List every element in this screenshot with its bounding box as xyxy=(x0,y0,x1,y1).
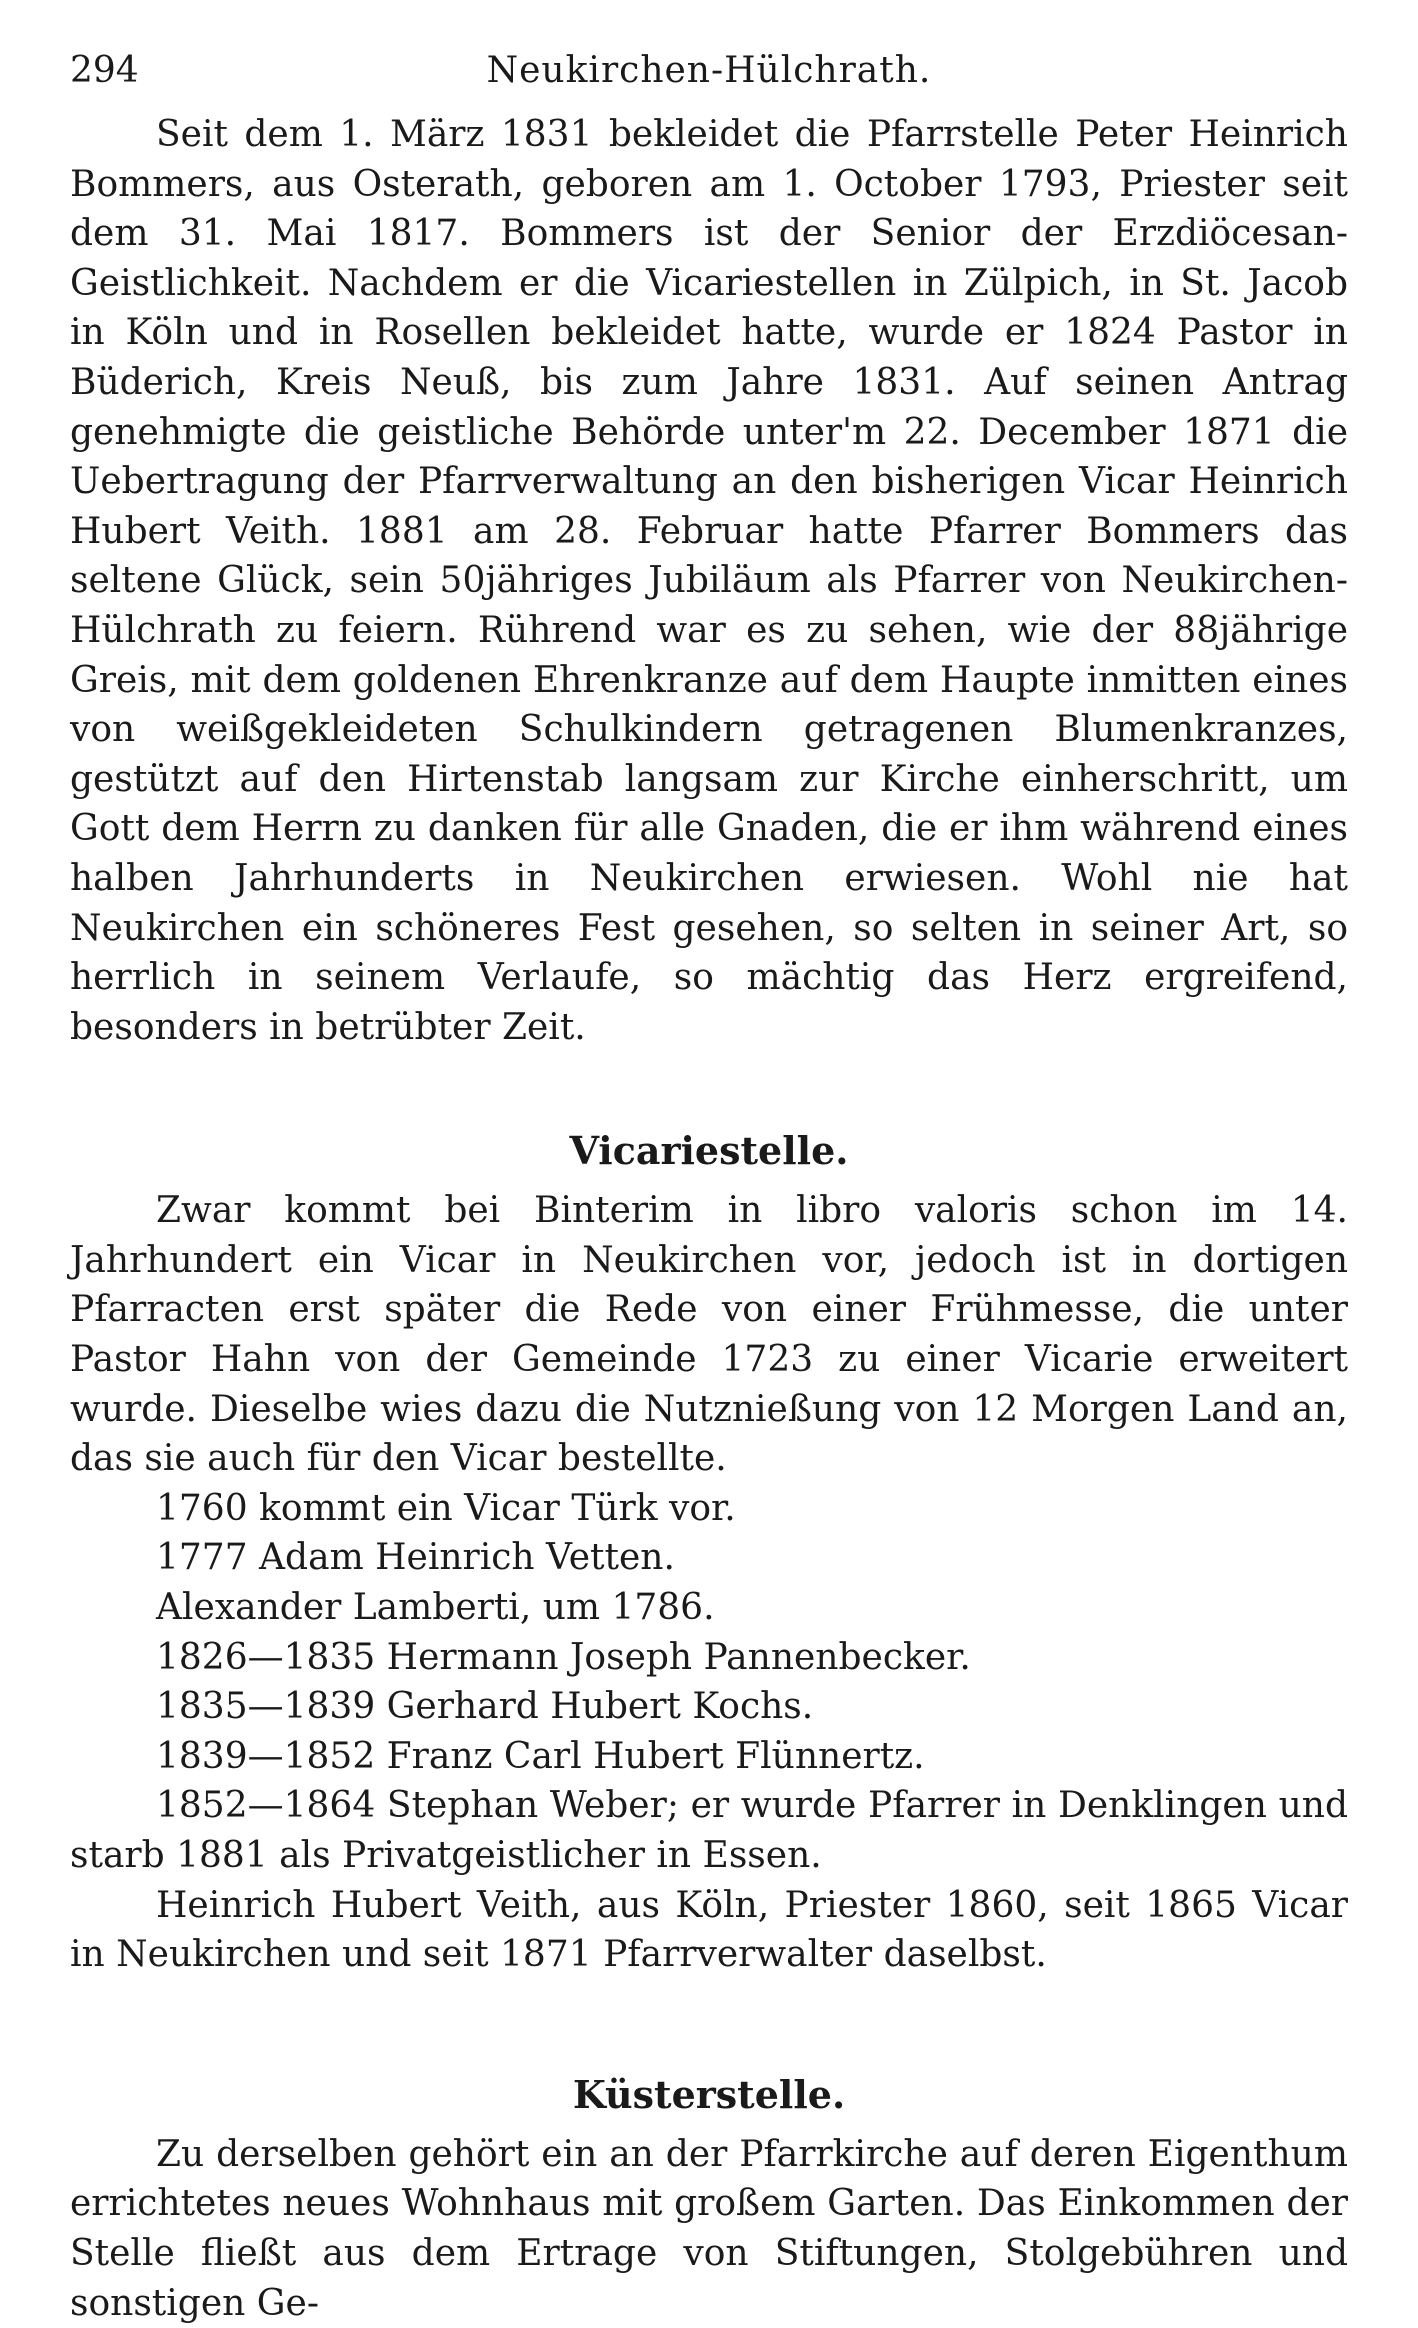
vicar-entry: Alexander Lamberti, um 1786. xyxy=(156,1587,715,1629)
pastor-paragraph: Seit dem 1. März 1831 bekleidet die Pfarrstelle Peter Heinrich Bommers, aus Osterath, geboren am 1. October 1793, Priester seit dem 31. Mai 1817. Bommers ist der Senior der Erzdiöcesan-Geistlichkeit. Nachdem er die Vicariestellen in Zülpich, in St. Jacob in Köln und in Rosellen bekleidet hatte, wurde er 1824 Pastor in Büderich, Kreis Neuß, bis zum Jahre 1831. Auf seinen Antrag genehmigte die geistliche Behörde unter'm 22. December 1871 die Uebertragung der Pfarrverwaltung an den bisherigen Vicar Heinrich Hubert Veith. 1881 am 28. Februar hatte Pfarrer Bommers das seltene Glück, sein 50jähriges Jubiläum als Pfarrer von Neukirchen-Hülchrath zu feiern. Rührend war es zu sehen, wie der 88jährige Greis, mit dem goldenen Ehrenkranze auf dem Haupte inmitten eines von weißgekleideten Schulkindern getragenen Blumenkranzes, gestützt auf den Hirtenstab langsam zur Kirche einherschritt, um Gott dem Herrn zu danken für alle Gnaden, die er ihm während eines halben Jahrhunderts in Neukirchen erwiesen. Wohl nie hat Neukirchen ein schöneres Fest gesehen, so selten in seiner Art, so herrlich in seinem Verlaufe, so mächtig das Herz ergreifend, besonders in betrübter Zeit. xyxy=(70,114,1348,1048)
vicariestelle-closing: Heinrich Hubert Veith, aus Köln, Priester 1860, seit 1865 Vicar in Neukirchen und seit 1871 Pfarrverwalter daselbst. xyxy=(70,1884,1348,1976)
vicar-entry: 1839—1852 Franz Carl Hubert Flünnertz. xyxy=(156,1735,925,1777)
vicar-entry: 1760 kommt ein Vicar Türk vor. xyxy=(156,1487,736,1529)
page-number: 294 xyxy=(70,50,139,91)
section-heading-vicariestelle: Vicariestelle. xyxy=(569,1128,849,1174)
vicar-entry: 1852—1864 Stephan Weber; er wurde Pfarrer in Denklingen und starb 1881 als Privatgeistlicher in Essen. xyxy=(70,1785,1348,1876)
kuesterstelle-paragraph: Zu derselben gehört ein an der Pfarrkirche auf deren Eigenthum errichtetes neues Wohnhaus mit großem Garten. Das Einkommen der Stelle fließt aus dem Ertrage von Stiftungen, Stolgebühren und sonstigen Ge- xyxy=(70,2133,1348,2324)
vicariestelle-intro: Zwar kommt bei Binterim in libro valoris schon im 14. Jahrhundert ein Vicar in Neukirchen vor, jedoch ist in dortigen Pfarracten erst später die Rede von einer Frühmesse, die unter Pastor Hahn von der Gemeinde 1723 zu einer Vicarie erweitert wurde. Dieselbe wies dazu die Nutznießung von 12 Morgen Land an, das sie auch für den Vicar bestellte. xyxy=(70,1190,1348,1480)
section-heading-kuesterstelle: Küsterstelle. xyxy=(572,2071,846,2117)
vicar-entry: 1835—1839 Gerhard Hubert Kochs. xyxy=(156,1686,814,1728)
page-header xyxy=(70,50,1348,110)
vicar-entry: 1777 Adam Heinrich Vetten. xyxy=(156,1537,675,1579)
page-body xyxy=(70,110,1348,2328)
running-title: Neukirchen-Hülchrath. xyxy=(486,50,932,91)
vicar-entry: 1826—1835 Hermann Joseph Pannenbecker. xyxy=(156,1636,971,1678)
